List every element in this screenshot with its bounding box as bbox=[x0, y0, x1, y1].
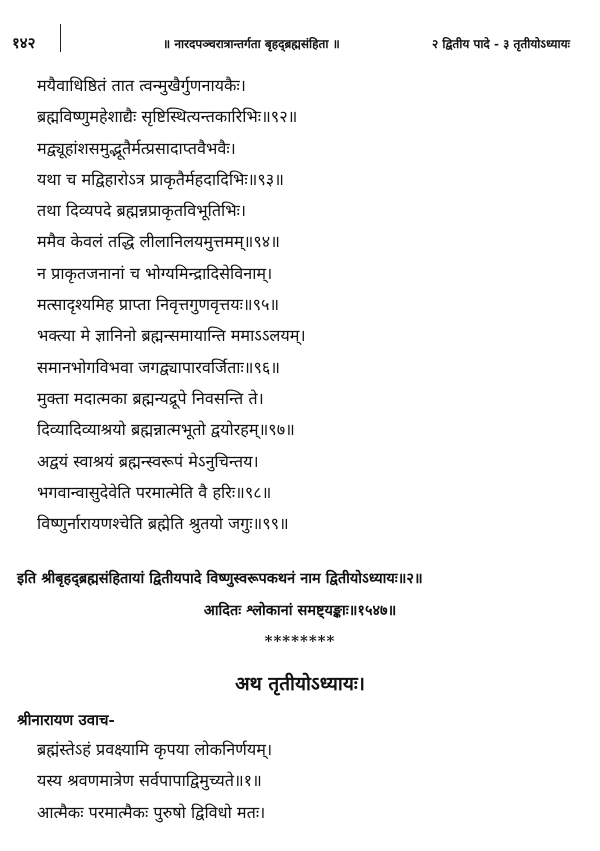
verse-line: ममैव केवलं तद्धि लीलानिलयमुत्तमम्॥९४॥ bbox=[37, 232, 280, 252]
verse-line: मद्व्यूहांशसमुद्भूतैर्मत्प्रसादाप्तवैभवैः। bbox=[37, 138, 236, 158]
chapter-colophon: इति श्रीबृहद्ब्रह्मसंहितायां द्वितीयपादे विष्णुस्वरूपकथनं नाम द्वितीयोऽध्यायः॥२॥ bbox=[17, 570, 423, 587]
verse-line: तथा दिव्यपदे ब्रह्मन्नप्राकृतविभूतिभिः। bbox=[37, 201, 247, 221]
chapter-title: अथ तृतीयोऽध्यायः। bbox=[235, 673, 365, 695]
verse-line: मत्सादृश्यमिह प्राप्ता निवृत्तगुणवृत्तयः॥९५॥ bbox=[37, 295, 280, 315]
verse-line: यथा च मद्विहारोऽत्र प्राकृतैर्महदादिभिः॥९३॥ bbox=[37, 169, 284, 189]
page-header bbox=[0, 0, 600, 60]
header-divider bbox=[60, 24, 61, 52]
verse-line: समानभोगविभवा जगद्व्यापारवर्जिताः॥९६॥ bbox=[37, 357, 280, 377]
verse-line: मुक्ता मदात्मका ब्रह्मन्यद्रूपे निवसन्ति ते। bbox=[37, 388, 264, 408]
section-separator: ******** bbox=[264, 632, 336, 650]
verse-line: न प्राकृतजनानां च भोग्यमिन्द्रादिसेविनाम्। bbox=[37, 263, 273, 283]
speaker-label: श्रीनारायण उवाच- bbox=[17, 711, 115, 729]
verse-block bbox=[37, 70, 577, 539]
verse-line: भक्त्या मे ज्ञानिनो ब्रह्मन्समायान्ति ममाऽऽलयम्। bbox=[37, 326, 306, 346]
verse-line: आत्मैकः परमात्मैकः पुरुषो द्विविधो मतः। bbox=[37, 802, 266, 822]
verse-line: अद्वयं स्वाश्रयं ब्रह्मन्स्वरूपं मेऽनुचिन्तय। bbox=[37, 451, 259, 471]
verse-line: ब्रह्मविष्णुमहेशाद्यैः सृष्टिस्थित्यन्तकारिभिः॥९२॥ bbox=[37, 107, 298, 127]
verse-count: आदितः श्लोकानां समष्ट्यङ्काः॥१५४७॥ bbox=[203, 602, 397, 619]
running-title: ॥ नारदपञ्चरात्रान्तर्गता बृहद्ब्रह्मसंहिता ॥ bbox=[163, 37, 340, 51]
page-number: १४२ bbox=[12, 34, 36, 52]
section-reference: २ द्वितीय पादे - ३ तृतीयोऽध्यायः bbox=[432, 37, 570, 51]
verse-line: यस्य श्रवणमात्रेण सर्वपापाद्विमुच्यते॥१॥ bbox=[37, 771, 262, 791]
verse-line: ब्रह्मंस्तेऽहं प्रवक्ष्यामि कृपया लोकनिर्णयम्। bbox=[37, 740, 273, 759]
verse-line: दिव्यादिव्याश्रयो ब्रह्मन्नात्मभूतो द्वयोरहम्॥९७॥ bbox=[37, 420, 295, 440]
verse-line: मयैवाधिष्ठितं तात त्वन्मुखैर्गुणनायकैः। bbox=[37, 76, 246, 95]
verse-line: विष्णुर्नारायणश्चेति ब्रह्मेति श्रुतयो जगुः॥९९॥ bbox=[37, 514, 289, 534]
verse-block-chapter-3 bbox=[37, 734, 577, 828]
verse-line: भगवान्वासुदेवेति परमात्मेति वै हरिः॥९८॥ bbox=[37, 482, 272, 502]
